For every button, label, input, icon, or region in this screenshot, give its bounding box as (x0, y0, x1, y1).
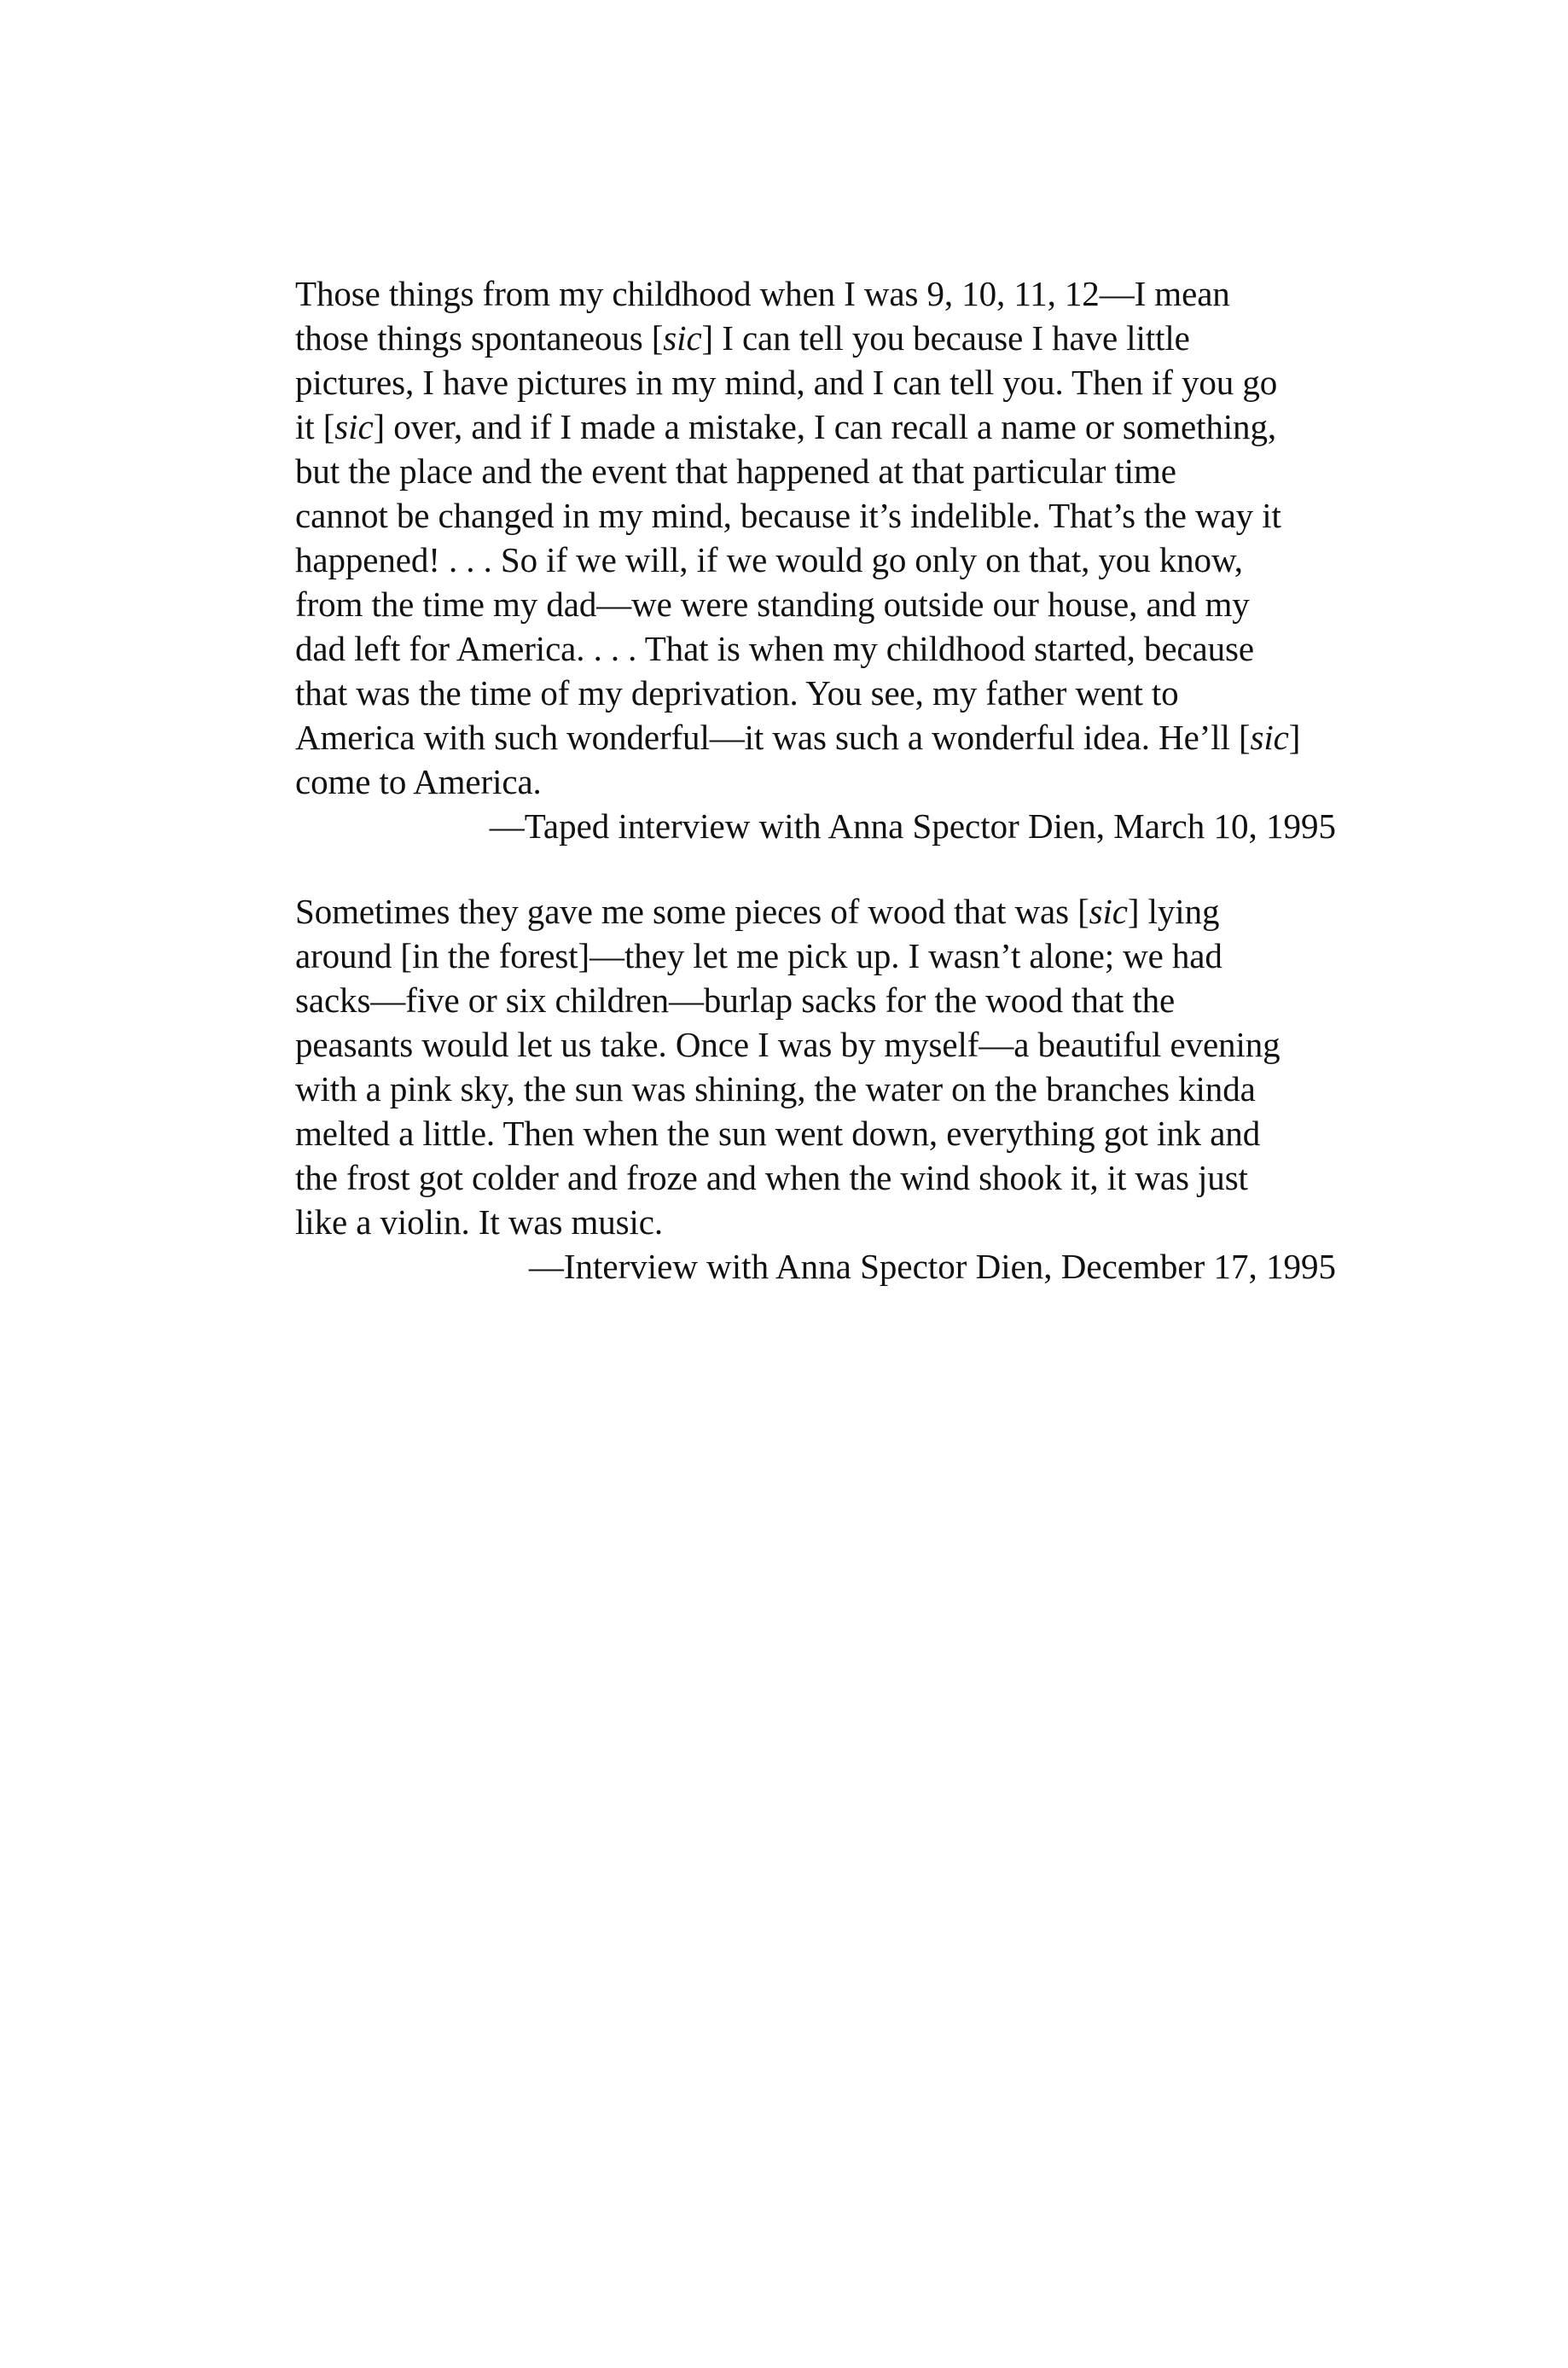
quote-line: melted a little. Then when the sun went down, everything got ink and (295, 1114, 1261, 1153)
sic-italic: sic (1250, 718, 1289, 757)
quote-attribution: —Interview with Anna Spector Dien, December 17, 1995 (528, 1247, 1336, 1286)
quote-line: with a pink sky, the sun was shining, the water on the branches kinda (295, 1069, 1256, 1108)
quote-line: but the place and the event that happened at that particular time (295, 451, 1176, 491)
quote-line: Sometimes they gave me some pieces of wood that was [sic] lying (295, 892, 1220, 931)
sic-italic: sic (334, 407, 374, 446)
quote-line: like a violin. It was music. (295, 1202, 664, 1242)
quote-line: from the time my dad—we were standing outside our house, and my (295, 585, 1250, 624)
quote-line: dad left for America. . . . That is when my childhood started, because (295, 629, 1254, 668)
quote-line: it [sic] over, and if I made a mistake, I can recall a name or something, (295, 407, 1277, 446)
quote-line: America with such wonderful—it was such a wonderful idea. He’ll [sic] (295, 718, 1301, 757)
quote-line: around [in the forest]—they let me pick up. I wasn’t alone; we had (295, 936, 1222, 975)
quote-line: those things spontaneous [sic] I can tell you because I have little (295, 318, 1190, 358)
quote-line: that was the time of my deprivation. You see, my father went to (295, 673, 1179, 713)
sic-italic: sic (1089, 892, 1128, 931)
sic-italic: sic (663, 318, 702, 358)
quote-line: cannot be changed in my mind, because it’s indelible. That’s the way it (295, 496, 1281, 535)
quote-line: sacks—five or six children—burlap sacks for the wood that the (295, 980, 1176, 1020)
quote-line: happened! . . . So if we will, if we would go only on that, you know, (295, 540, 1243, 579)
quote-block-2 (295, 889, 1336, 1289)
quote-attribution: —Taped interview with Anna Spector Dien, March 10, 1995 (489, 806, 1336, 846)
quote-line: Those things from my childhood when I was 9, 10, 11, 12—I mean (295, 274, 1230, 313)
quote-block-1 (295, 271, 1336, 848)
quote-line: peasants would let us take. Once I was by myself—a beautiful evening (295, 1025, 1281, 1064)
quote-line: come to America. (295, 762, 542, 801)
quote-line: pictures, I have pictures in my mind, and I can tell you. Then if you go (295, 363, 1278, 402)
quote-line: the frost got colder and froze and when the wind shook it, it was just (295, 1158, 1248, 1197)
